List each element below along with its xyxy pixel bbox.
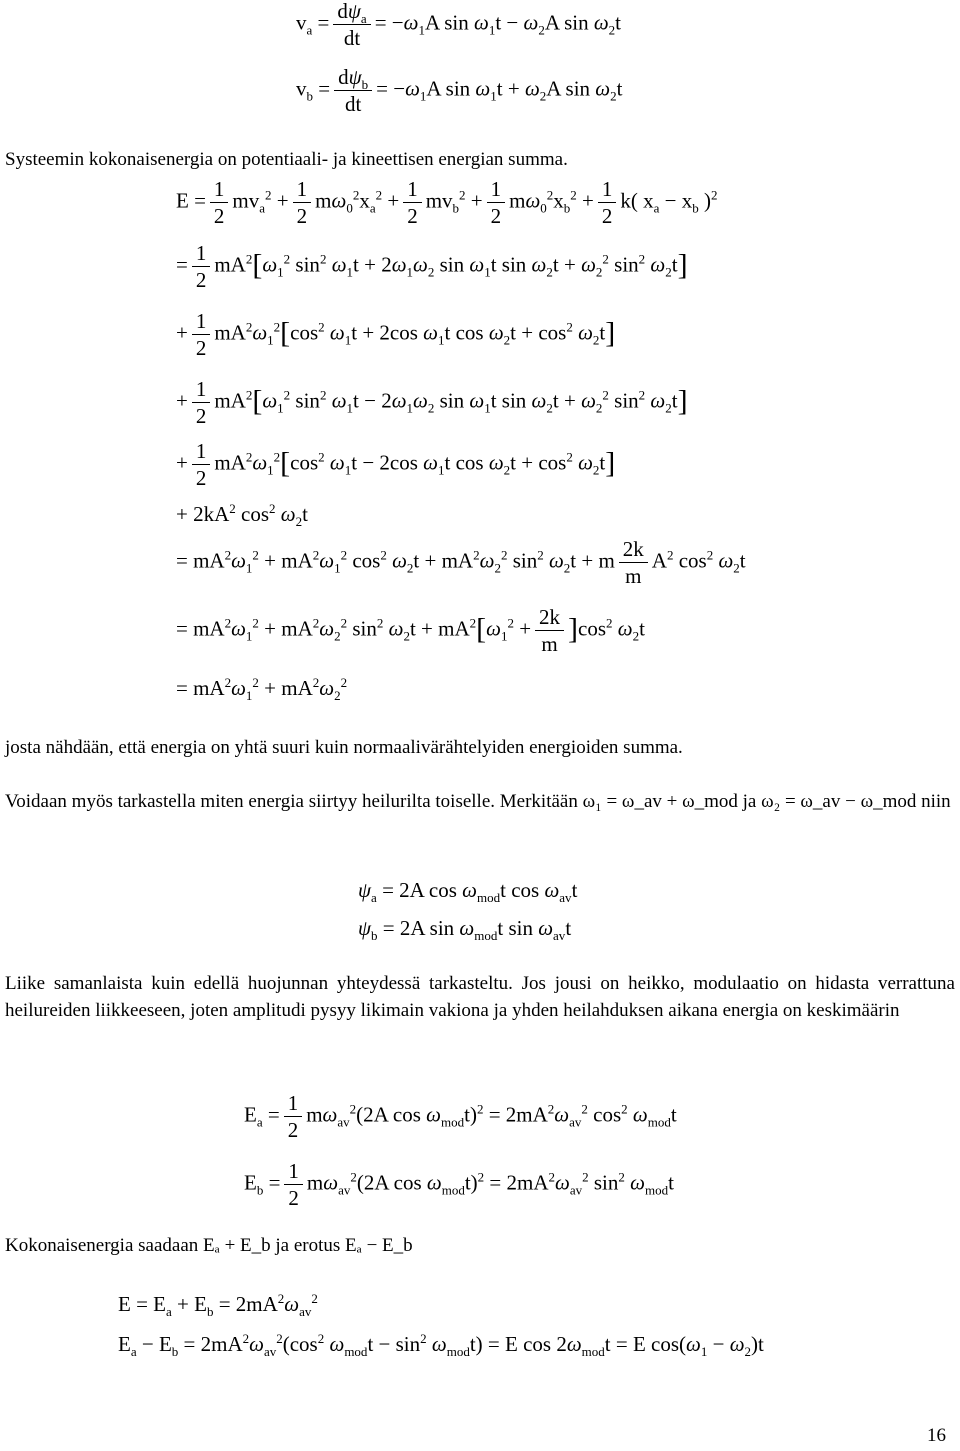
paragraph-energy-transfer-text: Voidaan myös tarkastella miten energia siirtyy heilurilta toiselle. Merkitään ω₁ = ω_av + ω_mod ja ω₂ = ω_av − ω_mod niin [5,791,951,812]
equation-psi-a: $\psi_a = 2A$ $\cos \omega_{mod}t$ $\cos \omega_{av}t$ [358,878,578,906]
paragraph-energy-transfer [5,788,955,815]
equation-simplify-3: = $mA^2\omega_1^2 + mA^2\omega_2^2$ [176,675,348,704]
equation-Eb: $E_b$ = $\frac{1}{2}$ $m\omega_{av}^2(2A$ $\cos \omega_{mod}t)^2 = 2mA^2\omega_{av}^2$ $\sin^2 \omega_{mod}t$ [244,1159,674,1211]
equation-psi-b: $\psi_b = 2A$ $\sin \omega_{mod}t$ $\sin \omega_{av}t$ [358,916,572,944]
paragraph-energy-sum: josta nähdään, että energia on yhtä suuri kuin normaalivärähtelyiden energioiden summa. [5,737,683,758]
paragraph-similar-motion: Liike samanlaista kuin edellä huojunnan yhteydessä tarkasteltu. Jos jousi on heikko, modulaatio on hidasta verrattuna heilureiden liikkeeseen, joten amplitudi pysyy likimain vakiona ja yhden heilahduksen aikana energia on keskimäärin [5,973,955,1021]
equation-expand-1: = $\frac{1}{2}$ $mA^2[\omega_1^2$ $\sin^2 \omega_1t + 2\omega_1\omega_2$ $\sin \omega_1t$ $\sin \omega_2t + \omega_2^2$ $\sin^2 \omega_2t$] [176,241,688,293]
equation-E-sum: $E = E_a + E_b = 2mA^2\omega_{av}^2$ [118,1291,318,1320]
equation-vb: $v_b$ = $\frac{d\psi_b}{dt}$ = $-\omega_1A$ $\sin \omega_1t + \omega_2A$ $\sin \omega_2t$ [296,65,623,117]
equation-va: $v_a$ = $\frac{d\psi_a}{dt}$ = $-\omega_1A$ $\sin \omega_1t - \omega_2A$ $\sin \omega_2t$ [296,0,622,51]
equation-energy-definition: E = $\frac{1}{2}$ $mv_a^2$ + $\frac{1}{2}$ $m\omega_0^2x_a^2$ + $\frac{1}{2}$ $mv_b^2$ + $\frac{1}{2}$ $m\omega_0^2x_b^2$ + $\frac{1}{2}$ k( $x_a - x_b$ )$^2$ [176,177,718,229]
equation-expand-5: + $2kA^2$ $\cos^2 \omega_2t$ [176,501,308,530]
paragraph-total-difference: Kokonaisenergia saadaan Eₐ + E_b ja erotus Eₐ − E_b [5,1235,413,1256]
equation-expand-3: + $\frac{1}{2}$ $mA^2[\omega_1^2$ $\sin^2 \omega_1t - 2\omega_1\omega_2$ $\sin \omega_1t$ $\sin \omega_2t + \omega_2^2$ $\sin^2 \omega_2t$] [176,377,688,429]
equation-expand-4: + $\frac{1}{2}$ $mA^2\omega_1^2[\cos^2$ $\omega_1t - 2\cos$ $\omega_1t$ $\cos \omega_2t + \cos^2 \omega_2t$] [176,439,616,491]
equation-E-diff: $E_a - E_b = 2mA^2\omega_{av}^2(\cos^2$ $\omega_{mod}t - \sin^2 \omega_{mod}t) = E$ $\cos 2\omega_{mod}t = E$ $\cos(\omega_1 - \omega_2)t$ [118,1331,764,1360]
equation-simplify-1: = $mA^2\omega_1^2 + mA^2\omega_1^2$ $\cos^2 \omega_2t + mA^2\omega_2^2$ $\sin^2 \omega_2t + m$ $\frac{2k}{m}$ $A^2$ $\cos^2 \omega_2t$ [176,537,746,589]
equation-Ea: $E_a$ = $\frac{1}{2}$ $m\omega_{av}^2(2A$ $\cos \omega_{mod}t)^2 = 2mA^2\omega_{av}^2$ $\cos^2 \omega_{mod}t$ [244,1091,677,1143]
equation-expand-2: + $\frac{1}{2}$ $mA^2\omega_1^2[\cos^2$ $\omega_1t + 2\cos$ $\omega_1t$ $\cos \omega_2t + \cos^2 \omega_2t$] [176,309,616,361]
paragraph-total-energy: Systeemin kokonaisenergia on potentiaali- ja kineettisen energian summa. [5,149,568,170]
page-number: 16 [927,1425,946,1446]
equation-simplify-2: = $mA^2\omega_1^2 + mA^2\omega_2^2$ $\sin^2 \omega_2t + mA^2[\omega_1^2$ + $\frac{2k}{m}$ ]$\cos^2$ $\omega_2t$ [176,605,645,657]
